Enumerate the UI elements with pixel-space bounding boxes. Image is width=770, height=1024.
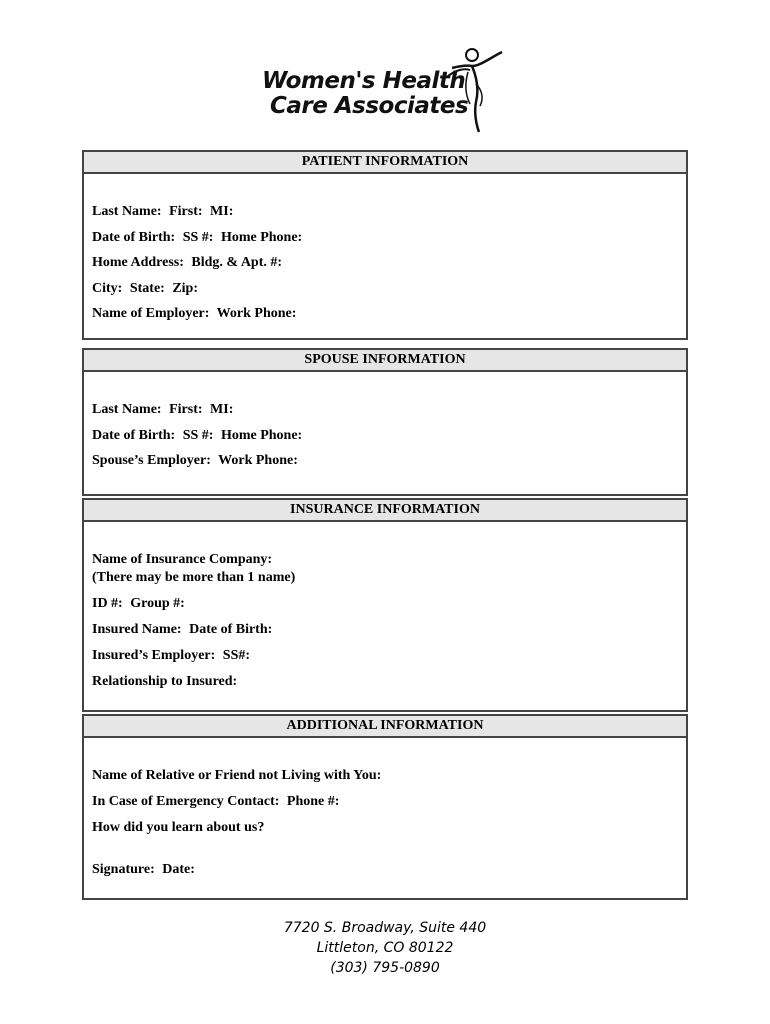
dancer-figure-icon [446, 46, 506, 134]
patient-address-row [92, 255, 678, 271]
label: ID #: [92, 596, 123, 611]
label: Zip: [172, 281, 199, 296]
section-header: ADDITIONAL INFORMATION [84, 716, 686, 738]
label: First: [169, 402, 203, 417]
label: Insured Name: [92, 622, 182, 637]
label: First: [169, 204, 203, 219]
label: Name of Relative or Friend not Living with You: [92, 768, 382, 783]
insurance-company-note: (There may be more than 1 name) [92, 570, 296, 585]
signature-row [92, 862, 678, 878]
label: MI: [210, 204, 234, 219]
insurance-information-section [82, 498, 688, 712]
label: Name of Insurance Company: [92, 552, 273, 567]
logo-text-line1: Women's Health [262, 68, 466, 94]
label: Work Phone: [216, 306, 297, 321]
logo-text-line2: Care Associates [270, 93, 469, 119]
label: SS #: [182, 230, 214, 245]
label: Last Name: [92, 402, 162, 417]
emergency-contact-row [92, 794, 678, 810]
label: Relationship to Insured: [92, 674, 238, 689]
address-street: 7720 S. Broadway, Suite 440 [283, 920, 487, 936]
address-city: Littleton, CO 80122 [316, 940, 454, 956]
label: MI: [210, 402, 234, 417]
insured-relationship-row [92, 674, 678, 690]
label: Spouse’s Employer: [92, 453, 211, 468]
spouse-dob-row [92, 428, 678, 444]
label: In Case of Emergency Contact: [92, 794, 280, 809]
patient-name-row [92, 204, 678, 220]
label: City: [92, 281, 123, 296]
insured-name-row [92, 622, 678, 638]
label: SS#: [222, 648, 251, 663]
label: State: [129, 281, 165, 296]
spouse-information-section [82, 348, 688, 496]
patient-employer-row [92, 306, 678, 322]
label: Home Phone: [220, 428, 303, 443]
label: Bldg. & Apt. #: [191, 255, 283, 270]
relative-row [92, 768, 678, 784]
section-header: PATIENT INFORMATION [84, 152, 686, 174]
label: Group #: [130, 596, 185, 611]
additional-information-section [82, 714, 688, 900]
label: Insured’s Employer: [92, 648, 216, 663]
label: Date: [162, 862, 195, 877]
referral-row [92, 820, 678, 836]
section-header: INSURANCE INFORMATION [84, 500, 686, 522]
label: Date of Birth: [92, 230, 176, 245]
spouse-name-row [92, 402, 678, 418]
label: Home Address: [92, 255, 184, 270]
label: Date of Birth: [92, 428, 176, 443]
section-header: SPOUSE INFORMATION [84, 350, 686, 372]
address-phone: (303) 795-0890 [330, 960, 440, 976]
label: How did you learn about us? [92, 820, 265, 835]
label: Signature: [92, 862, 155, 877]
insured-employer-row [92, 648, 678, 664]
label: SS #: [182, 428, 214, 443]
practice-logo [258, 44, 510, 136]
label: Name of Employer: [92, 306, 210, 321]
label: Work Phone: [218, 453, 298, 468]
patient-information-section [82, 150, 688, 340]
label: Date of Birth: [189, 622, 273, 637]
insurance-id-row [92, 596, 678, 612]
patient-dob-row [92, 230, 678, 246]
label: Last Name: [92, 204, 162, 219]
practice-address [0, 918, 770, 978]
spouse-employer-row [92, 453, 678, 469]
label: Home Phone: [220, 230, 303, 245]
patient-city-row [92, 281, 678, 297]
label: Phone #: [286, 794, 340, 809]
insurance-company-row [92, 552, 678, 568]
